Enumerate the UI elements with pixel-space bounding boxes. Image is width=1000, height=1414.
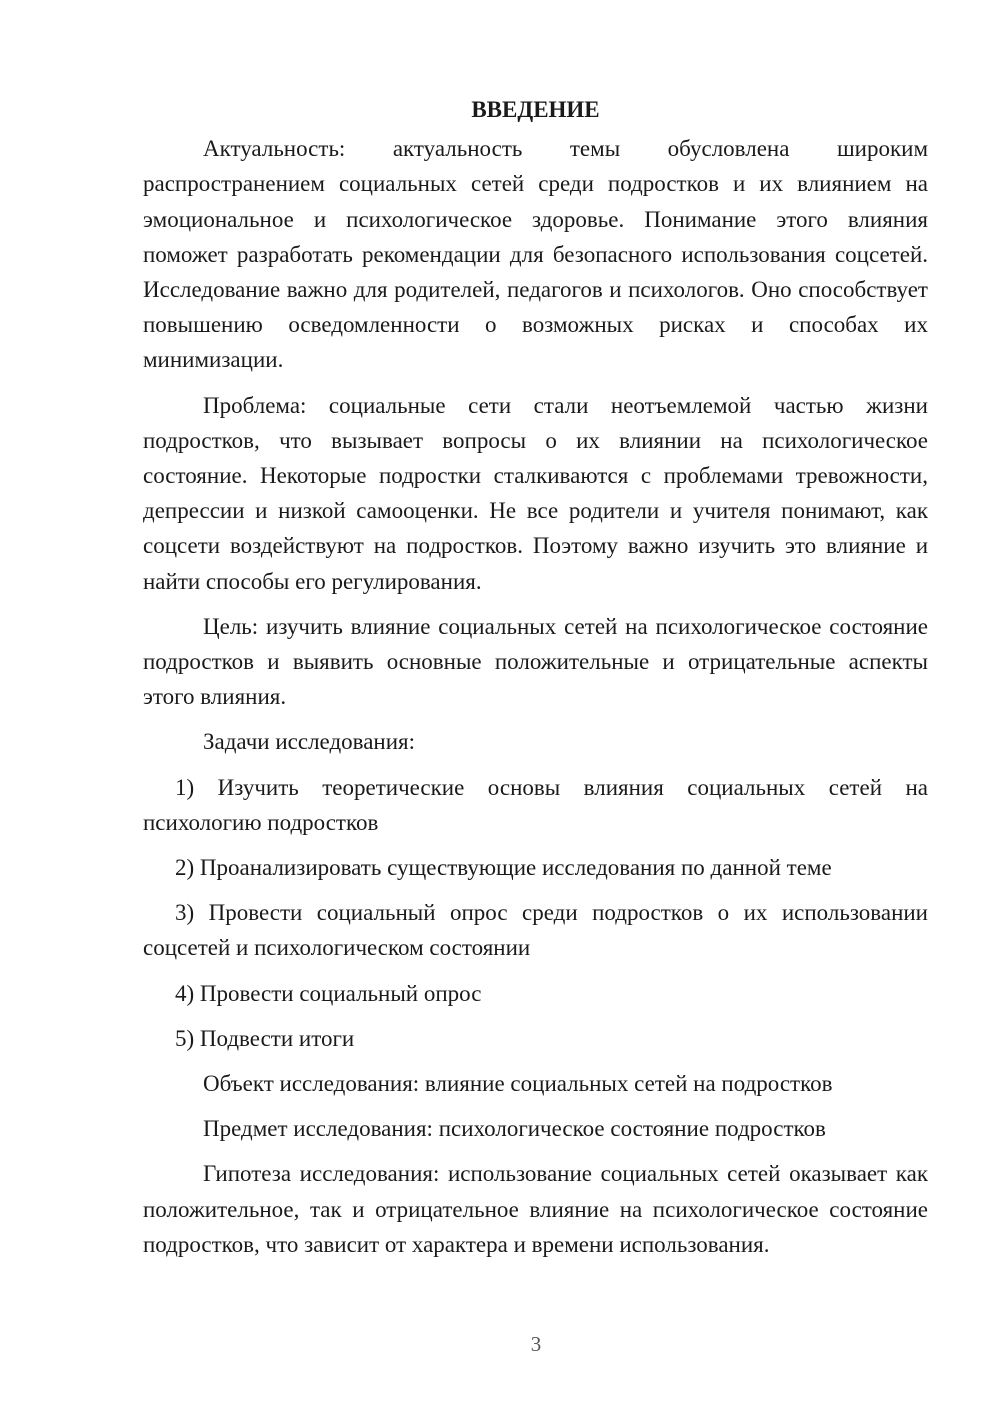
page-title: ВВЕДЕНИЕ	[471, 97, 600, 122]
task-item-2: 2) Проанализировать существующие исследования по данной теме	[175, 855, 832, 881]
hypothesis-paragraph: Гипотеза исследования: использование социальных сетей оказывает как положительное, так и отрицательное влияние на психологическое состояние подростков, что зависит от характера и времени использования.	[143, 1161, 928, 1257]
goal-paragraph: Цель: изучить влияние социальных сетей на психологическое состояние подростков и выявить основные положительные и отрицательные аспекты этого влияния.	[143, 613, 928, 710]
subject-paragraph: Предмет исследования: психологическое состояние подростков	[203, 1116, 826, 1142]
task-item-3: 3) Провести социальный опрос среди подростков о их использовании соцсетей и психологическом состоянии	[143, 900, 928, 961]
task-item-5: 5) Подвести итоги	[175, 1025, 355, 1051]
page-number: 3	[530, 1332, 542, 1356]
relevance-paragraph: Актуальность: актуальность темы обусловлена широким распространением социальных сетей среди подростков и их влиянием на эмоциональное и психологическое здоровье. Понимание этого влияния поможет разработать рекомендации для безопасного использования соцсетей. Исследование важно для родителей, педагогов и психологов. Оно способствует повышению осведомленности о возможных рисках и способах их минимизации.	[143, 136, 928, 373]
tasks-heading: Задачи исследования:	[203, 729, 416, 755]
task-item-4: 4) Провести социальный опрос	[175, 980, 482, 1006]
task-item-1: 1) Изучить теоретические основы влияния социальных сетей на психологию подростков	[143, 774, 928, 835]
document-page	[143, 92, 928, 1272]
object-paragraph: Объект исследования: влияние социальных сетей на подростков	[203, 1071, 833, 1097]
problem-paragraph: Проблема: социальные сети стали неотъемлемой частью жизни подростков, что вызывает вопросы о их влиянии на психологическое состояние. Некоторые подростки сталкиваются с проблемами тревожности, депрессии и низкой самооценки. Не все родители и учителя понимают, как соцсети воздействуют на подростков. Поэтому важно изучить это влияние и найти способы его регулирования.	[143, 392, 928, 594]
